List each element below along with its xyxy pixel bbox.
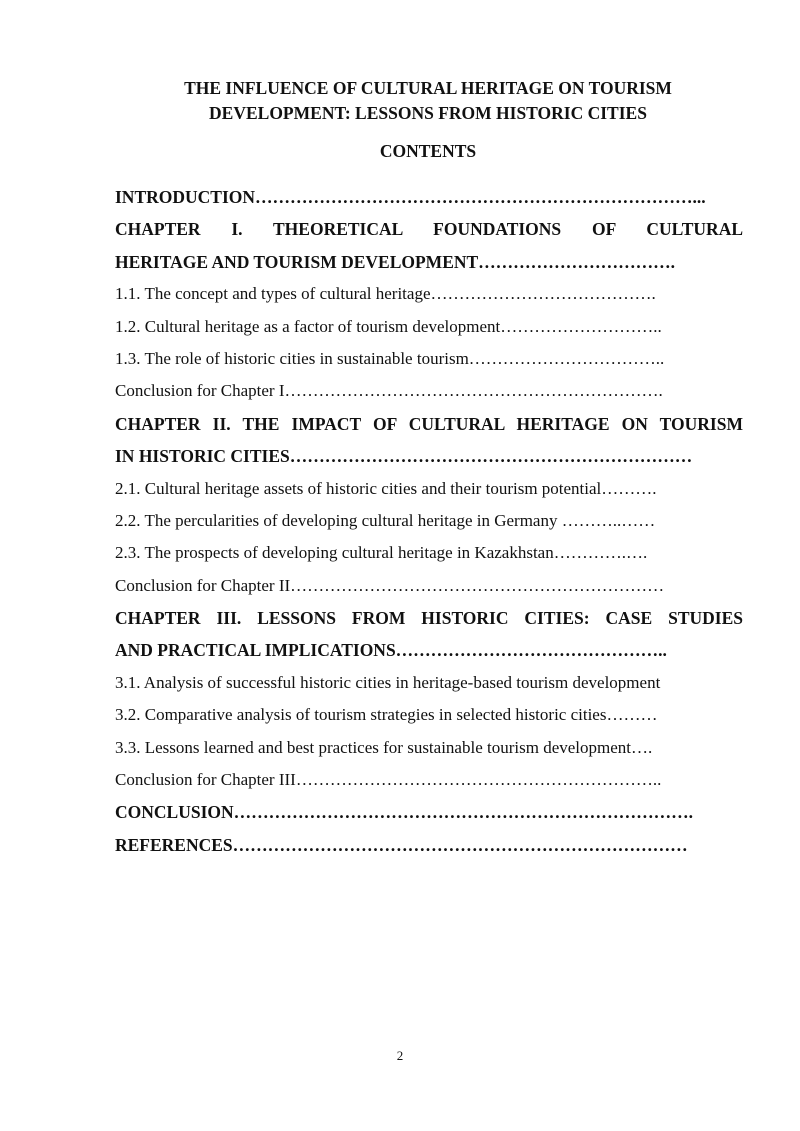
toc-section-2-1: 2.1. Cultural heritage assets of historic cities and their tourism potential………. <box>115 478 657 498</box>
toc-section-1-3: 1.3. The role of historic cities in sustainable tourism…………………………….. <box>115 348 665 368</box>
toc-section-3-3: 3.3. Lessons learned and best practices for sustainable tourism development…. <box>115 737 653 757</box>
toc-chapter-1-heading: CHAPTER I. THEORETICAL FOUNDATIONS OF CULTURAL <box>115 219 743 240</box>
toc-section-1-2: 1.2. Cultural heritage as a factor of tourism development……………………….. <box>115 316 662 336</box>
toc-conclusion: CONCLUSION……………………………………………………………………. <box>115 802 694 823</box>
toc-chapter-2-heading: CHAPTER II. THE IMPACT OF CULTURAL HERITAGE ON TOURISM <box>115 413 743 434</box>
toc-chapter-3-heading: CHAPTER III. LESSONS FROM HISTORIC CITIES: CASE STUDIES <box>115 608 743 629</box>
contents-heading: CONTENTS <box>379 141 477 161</box>
toc-references: REFERENCES…………………………………………………………………… <box>115 834 688 855</box>
toc-conclusion-chapter-3: Conclusion for Chapter III……………………………………………………….. <box>115 770 662 790</box>
toc-chapter-1-heading-cont: HERITAGE AND TOURISM DEVELOPMENT……………………………. <box>115 251 676 272</box>
toc-chapter-3-heading-cont: AND PRACTICAL IMPLICATIONS……………………………………….. <box>115 640 667 661</box>
document-title <box>114 76 742 126</box>
toc-section-1-1: 1.1. The concept and types of cultural heritage…………………………………. <box>115 284 656 304</box>
page-number: 2 <box>396 1048 404 1063</box>
toc-section-2-2: 2.2. The percularities of developing cultural heritage in Germany ………..…… <box>115 510 656 530</box>
toc-conclusion-chapter-2: Conclusion for Chapter II………………………………………………………… <box>115 575 665 595</box>
document-title-line-1: THE INFLUENCE OF CULTURAL HERITAGE ON TOURISM <box>184 78 672 98</box>
table-of-contents <box>115 181 743 861</box>
document-title-line-2: DEVELOPMENT: LESSONS FROM HISTORIC CITIES <box>209 103 647 123</box>
toc-section-3-1: 3.1. Analysis of successful historic cities in heritage-based tourism development <box>115 672 661 692</box>
toc-introduction: INTRODUCTION…………………………………………………………………... <box>115 187 706 207</box>
toc-chapter-2-heading-cont: IN HISTORIC CITIES…………………………………………………………… <box>115 446 693 467</box>
toc-conclusion-chapter-1: Conclusion for Chapter I…………………………………………………………. <box>115 381 663 401</box>
toc-section-2-3: 2.3. The prospects of developing cultural heritage in Kazakhstan………….…. <box>115 543 648 563</box>
toc-section-3-2: 3.2. Comparative analysis of tourism strategies in selected historic cities……… <box>115 705 658 725</box>
